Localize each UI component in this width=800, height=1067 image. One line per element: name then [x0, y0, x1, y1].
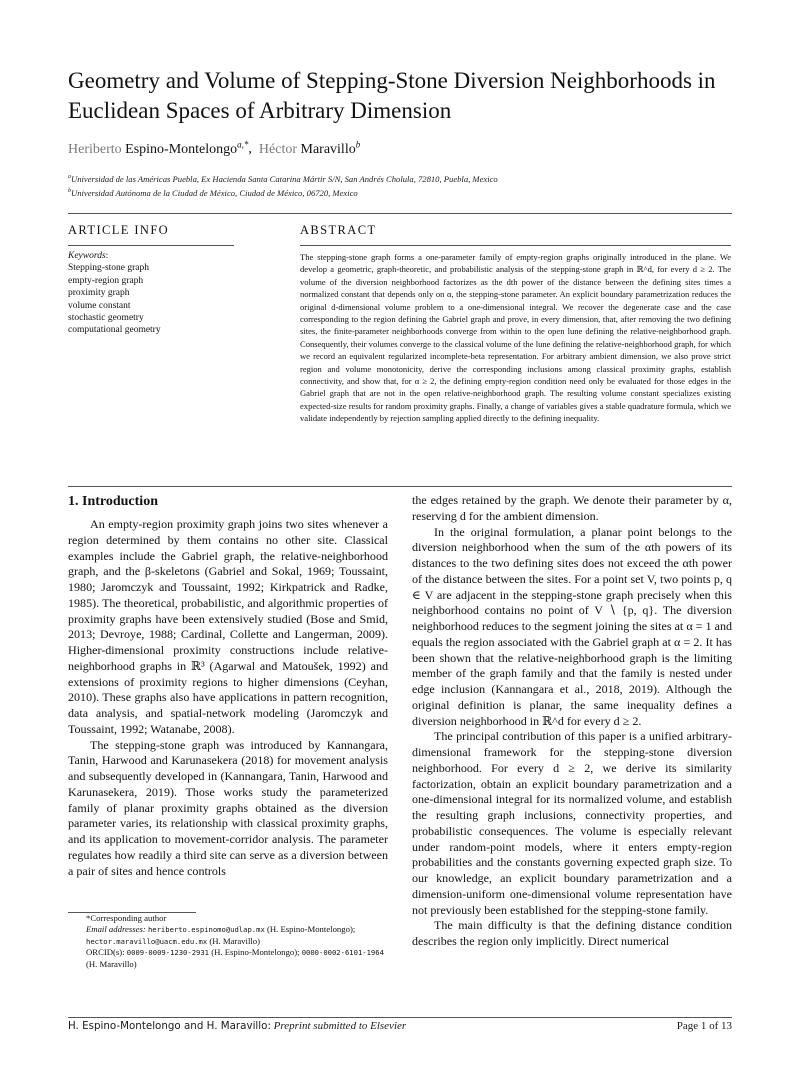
footnotes [68, 913, 388, 970]
author-2-last-name: Maravillo [300, 141, 356, 157]
keywords-label: Keywords [68, 251, 106, 261]
affiliation-b-marker: b [68, 188, 71, 195]
paragraph: An empty-region proximity graph joins two sites whenever a region determined by them contains no other site. Classical examples include the Gabriel graph, the relative-neighborhood graph, and the β-skeletons (Gabriel and Sokal, 1969; Toussaint, 1980; Jaromczyk and Toussaint, 1992; Kirkpatrick and Radke, 1985). The theoretical, probabilistic, and algorithmic properties of proximity graphs have been extensively studied (Bose and Smid, 2013; Devroye, 1988; Cardinal, Collette and Langerman, 2009). Higher-dimensional proximity constructions include relative-neighborhood graphs in ℝ³ (Agarwal and Matoušek, 1992) and extensions of proximity regions to higher dimensions (Ceyhan, 2010). These graphs also have applications in pattern recognition, data analysis, and spatial-network modeling (Jaromczyk and Toussaint, 1992; Watanabe, 2008). [68, 517, 388, 736]
affiliation-a-text: Universidad de las Américas Puebla, Ex Hacienda Santa Catarina Mártir S/N, San Andrés Cholula, 72810, Puebla, Mexico [71, 174, 498, 184]
author-2 [258, 139, 361, 157]
paragraph: The stepping-stone graph was introduced by Kannangara, Tanin, Harwood and Karunasekera (2018) for movement analysis and subsequently developed in (Kannangara, Tanin, Harwood and Karunasekera, 2019). Those works study the parameterized family of planar proximity graphs obtained as the diversion parameter varies, its relationship with classical proximity graphs, and its application to movement-corridor analysis. The parameter regulates how readily a third site can serve as a diversion between a pair of sites and hence controls [68, 737, 388, 878]
keyword: computational geometry [68, 325, 161, 336]
keyword: volume constant [68, 300, 131, 311]
email-label: Email addresses: [86, 924, 146, 935]
orcid-label: ORCID(s): [86, 947, 125, 958]
keyword: Stepping-stone graph [68, 263, 150, 274]
keyword: empty-region graph [68, 275, 144, 286]
keywords-block [68, 250, 238, 337]
running-footer [68, 1020, 406, 1032]
footer-divider [68, 1017, 732, 1018]
email-owner-2: (H. Maravillo) [209, 935, 261, 946]
author-1 [68, 139, 249, 157]
affiliation-a [68, 174, 498, 184]
abstract-heading: ABSTRACT [300, 223, 377, 237]
footer-authors: H. Espino-Montelongo and H. Maravillo: [68, 1020, 271, 1032]
article-info-heading: ARTICLE INFO [68, 223, 170, 237]
affiliation-b [68, 188, 358, 198]
orcid-link-1[interactable]: 0009-0009-1230-2931 [126, 948, 210, 958]
affiliation-b-text: Universidad Autónoma de la Ciudad de México, Ciudad de México, 06720, Mexico [71, 188, 358, 198]
corresponding-author-note: *Corresponding author [86, 913, 167, 923]
page-number: Page 1 of 13 [676, 1020, 732, 1032]
abstract-text: The stepping-stone graph forms a one-parameter family of empty-region graphs originally introduced in the plane. We develop a geometric, graph-theoretic, and probabilistic analysis of the stepping-stone graph in ℝ^d, for every d ≥ 2. The volume of the diversion neighborhood factorizes as the dth power of the distance between the defining sites times a normalized constant that depends only on α, the stepping-stone parameter. An explicit boundary parametrization reduces the original d-dimensional volume problem to a one-dimensional integral. We recover the degenerate case and the case corresponding to the region defining the Gabriel graph and prove, in every dimension, that, after removing the two defining sites, the finite-parameter neighborhoods converge from within to the open lune defining the relative-neighborhood graph. Consequently, their volumes converge to the classical volume of the lune defining the relative-neighborhood graph, for which we record an equivalent regularized incomplete-beta representation. For arbitrary ambient dimension, we also prove strict region and volume monotonicity, derive the corresponding inclusions among classical proximity graphs, establish connectivity, and show that, for α ≥ 2, the defining empty-region condition need only be evaluated for those edges in the Gabriel graph that are not in the open relative-neighborhood graph. The resulting volume constant specializes existing expected-size results for random proximity graphs. Finally, a change of variables gives a stable quadrature formula, which we validate independently by rejection sampling applied directly to the defining inequality. [300, 252, 731, 424]
author-2-superscript: b [355, 139, 361, 149]
abstract-rule [300, 245, 731, 246]
author-2-first-name: Héctor [258, 141, 297, 157]
keyword: proximity graph [68, 288, 130, 299]
orcid-owner-2: (H. Maravillo) [86, 958, 137, 969]
abstract-divider [68, 486, 732, 487]
author-list: Heriberto Espino-Montelongo$^{a,*}$, Héctor Maravillo$^b$ [68, 139, 361, 157]
author-1-superscript: a,* [237, 139, 249, 149]
body-column-right [412, 493, 732, 950]
orcid-line [68, 947, 388, 970]
email-addresses [68, 924, 388, 947]
affiliation-a-marker: a [68, 174, 71, 181]
orcid-link-2[interactable]: 0000-0002-6101-1964 [301, 948, 384, 958]
orcid-owner-1: (H. Espino-Montelongo); [211, 947, 300, 958]
footer-preprint-note: Preprint submitted to Elsevier [273, 1020, 407, 1032]
paragraph: In the original formulation, a planar point belongs to the diversion neighborhood when the sum of the αth powers of its distances to the two defining sites does not exceed the αth power of the distance between the sites. For a point set V, two points p, q ∈ V are adjacent in the stepping-stone graph precisely when this neighborhood contains no point of V ∖ {p, q}. The diversion neighborhood reduces to the segment joining the sites at α = 1 and equals the region associated with the Gabriel graph at α = 2. It has been shown that the relative-neighborhood graph is the limiting member of the graph family and that the family is nested under edge inclusion (Kannangara et al., 2018, 2019). Although the original definition is planar, the same inequality defines a diversion neighborhood in ℝ^d for every d ≥ 2. [412, 524, 732, 728]
paragraph: The main difficulty is that the defining distance condition describes the region only implicitly. Direct numerical [412, 918, 732, 948]
article-info-rule [68, 245, 234, 246]
author-1-last-name: Espino-Montelongo [125, 141, 238, 157]
email-link-2[interactable]: hector.maravillo@uacm.edu.mx [86, 936, 208, 946]
paper-title: Geometry and Volume of Stepping-Stone Diversion Neighborhoods in Euclidean Spaces of Arbitrary Dimension [68, 68, 716, 123]
author-1-first-name: Heriberto [68, 141, 122, 157]
section-heading-introduction: 1. Introduction [68, 494, 158, 509]
body-column-left [68, 517, 388, 879]
paragraph: The principal contribution of this paper is a unified arbitrary-dimensional framework for the stepping-stone diversion neighborhood. For every d ≥ 2, we derive its similarity factorization, obtain an explicit boundary parametrization and a one-dimensional integral for its normalized volume, and establish the resulting graph inclusions, connectivity properties, and probabilistic consequences. The volume is especially relevant under random-point models, where it enters empty-region probabilities and the constants governing expected graph size. To our knowledge, an explicit boundary parametrization and a dimension-uniform one-dimensional volume representation have not previously been established for the stepping-stone family. [412, 729, 732, 917]
email-owner-1: (H. Espino-Montelongo); [266, 924, 356, 935]
keywords-label-line: Keywords: [68, 251, 109, 261]
keyword: stochastic geometry [68, 313, 144, 324]
paragraph: the edges retained by the graph. We denote their parameter by α, reserving d for the ambient dimension. [412, 493, 732, 523]
email-link-1[interactable]: heriberto.espinomo@udlap.mx [147, 925, 265, 935]
header-divider [68, 213, 732, 214]
